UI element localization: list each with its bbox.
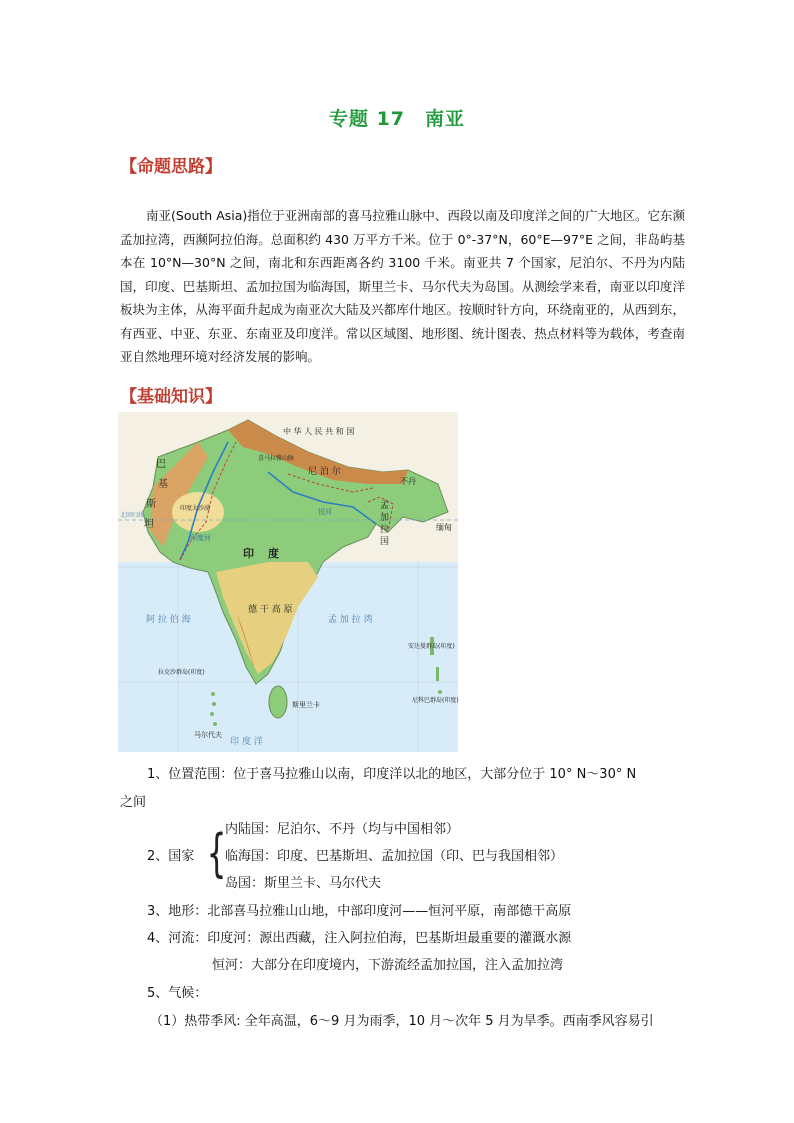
item-3: 3、地形：北部喜马拉雅山山地，中部印度河——恒河平原，南部德干高原 bbox=[147, 904, 572, 919]
item-2-inland: 内陆国：尼泊尔、不丹（均与中国相邻） bbox=[225, 822, 460, 837]
item-1-line-1: 1、位置范围：位于喜马拉雅山以南，印度洋以北的地区，大部分位于 10° N～30° N bbox=[147, 767, 637, 782]
item-2-coastal: 临海国：印度、巴基斯坦、孟加拉国（印、巴与我国相邻） bbox=[225, 849, 564, 864]
label-bangladesh-1: 孟 bbox=[380, 501, 390, 511]
item-5: 5、气候： bbox=[147, 986, 208, 1001]
page-title: 专题 17 南亚 bbox=[328, 108, 466, 130]
item-4-line-2: 恒河：大部分在印度境内，下游流经孟加拉国，注入孟加拉湾 bbox=[212, 958, 564, 973]
item-5-1: （1）热带季风: 全年高温，6～9 月为雨季，10 月～次年 5 月为旱季。西南季风容易引 bbox=[150, 1014, 654, 1029]
srilanka-island bbox=[269, 686, 287, 718]
label-pakistan-3: 斯 bbox=[146, 499, 156, 510]
label-bangladesh-2: 加 bbox=[380, 513, 390, 523]
label-lakshadweep: 拉克沙群岛(印度) bbox=[158, 669, 205, 676]
label-bhutan: 不丹 bbox=[400, 477, 416, 486]
label-pakistan-1: 巴 bbox=[156, 459, 166, 470]
item-1-line-2: 之间 bbox=[120, 795, 147, 810]
label-bangladesh-4: 国 bbox=[380, 537, 390, 547]
intro-text: 南亚(South Asia)指位于亚洲南部的喜马拉雅山脉中、西段以南及印度洋之间的广大地区。它东濒孟加拉湾，西濒阿拉伯海。总面积约 430 万平方千米。位于 0°-37°N，60°E—97°E 之间，非岛屿基本在 10°N—30°N 之间，南北和东西距离各约 3100 千米。南亚共 7 个国家，尼泊尔、不丹为内陆国，印度、巴基斯坦、孟加拉国为临海国，斯里兰卡、马尔代夫为岛国。从测绘学来看，南亚以印度洋板块为主体，从海平面升起成为南亚次大陆及兴都库什地区。按顺时针方向，环绕南亚的，从西到东，有西亚、中亚、东亚、东南亚及印度洋。常以区域图、地形图、统计图表、热点材料等为载体，考查南亚自然地理环境对经济发展的影响。 bbox=[120, 208, 685, 364]
item-4-line-1: 4、河流：印度河：源出西藏，注入阿拉伯海，巴基斯坦最重要的灌溉水源 bbox=[147, 931, 572, 946]
label-tropic: 北回归线 bbox=[120, 512, 145, 519]
label-bangladesh-3: 拉 bbox=[380, 525, 390, 535]
thar-desert-shape bbox=[172, 492, 224, 532]
label-nepal: 尼 泊 尔 bbox=[308, 467, 341, 477]
label-china: 中 华 人 民 共 和 国 bbox=[283, 427, 355, 436]
intro-paragraph bbox=[120, 204, 685, 369]
label-myanmar: 缅甸 bbox=[436, 523, 452, 532]
item-2-label: 2、国家 bbox=[147, 849, 195, 864]
brace-symbol: { bbox=[206, 824, 227, 884]
label-srilanka: 斯里兰卡 bbox=[292, 701, 320, 709]
label-thar: 印度大沙漠 bbox=[180, 505, 211, 512]
label-india-1: 印 bbox=[243, 547, 254, 560]
label-maldives: 马尔代夫 bbox=[194, 731, 222, 739]
south-asia-map bbox=[118, 412, 478, 752]
label-arabian-sea: 阿 拉 伯 海 bbox=[146, 615, 191, 625]
label-pakistan-4: 坦 bbox=[144, 519, 154, 530]
section-heading-thinking: 【命题思路】 bbox=[120, 157, 222, 177]
label-deccan: 德 干 高 原 bbox=[248, 605, 293, 615]
label-nicobar: 尼科巴群岛(印度) bbox=[412, 697, 459, 704]
label-bay-of-bengal: 孟 加 拉 湾 bbox=[328, 615, 373, 625]
item-2-island: 岛国：斯里兰卡、马尔代夫 bbox=[225, 876, 382, 891]
label-indian-ocean: 印 度 洋 bbox=[230, 737, 263, 747]
label-pakistan-2: 基 bbox=[158, 479, 168, 490]
label-india-2: 度 bbox=[268, 547, 279, 560]
label-ganges: 恒河 bbox=[318, 508, 332, 516]
map-svg bbox=[118, 412, 478, 752]
label-andaman: 安达曼群岛(印度) bbox=[408, 643, 455, 650]
section-heading-basics: 【基础知识】 bbox=[120, 387, 222, 407]
label-indus: 印度河 bbox=[190, 534, 211, 542]
label-himalaya: 喜马拉雅山脉 bbox=[258, 455, 295, 462]
